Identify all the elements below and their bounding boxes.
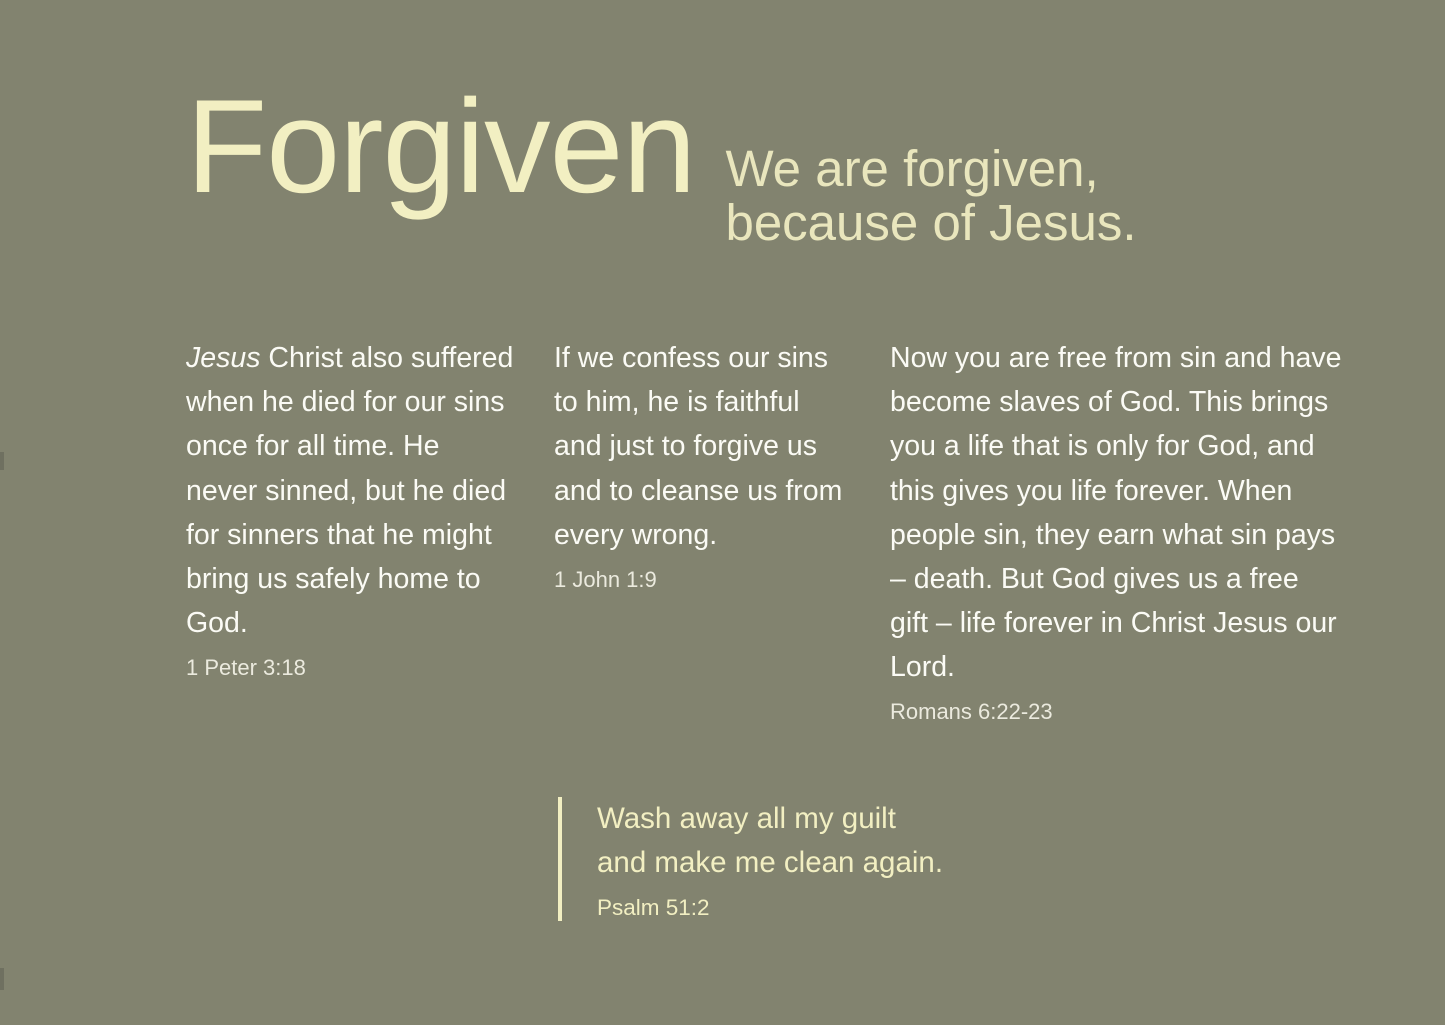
verse-text-1	[186, 336, 514, 645]
verse-reference-1: 1 Peter 3:18	[186, 655, 306, 681]
title-block	[186, 73, 1137, 252]
verse-lead-italic-1: Jesus	[186, 342, 261, 374]
verse-body-3: Now you are free from sin and have become slaves of God. This brings you a life that is only for God, and this gives you life forever. When people sin, they earn what sin pays – death. But God gives us a free gift – life forever in Christ Jesus our Lord.	[890, 342, 1342, 684]
verse-text-3	[890, 336, 1342, 689]
page-subtitle-line-2: because of Jesus.	[725, 194, 1137, 252]
edge-artifact-upper	[0, 452, 4, 470]
pullquote-line-1: Wash away all my guilt	[597, 802, 896, 835]
verse-column-1	[186, 336, 554, 725]
verse-column-2	[554, 336, 890, 725]
pullquote-block	[558, 797, 943, 921]
page-subtitle-line-1: We are forgiven,	[725, 140, 1099, 197]
pullquote-reference: Psalm 51:2	[597, 894, 710, 920]
edge-artifact-lower	[0, 968, 4, 990]
pullquote-line-2: and make me clean again.	[597, 846, 944, 880]
verse-reference-2: 1 John 1:9	[554, 566, 657, 592]
verse-body-1: Christ also suffered when he died for our sins once for all time. He never sinned, but he died for sinners that he might bring us safely home to God.	[186, 342, 514, 640]
page-title: Forgiven	[186, 73, 696, 221]
verse-columns	[186, 336, 1366, 725]
verse-reference-3: Romans 6:22-23	[890, 699, 1053, 725]
verse-text-2	[554, 336, 850, 557]
verse-column-3	[890, 336, 1342, 725]
page-subtitle	[725, 142, 1136, 250]
verse-body-2: If we confess our sins to him, he is faithful and just to forgive us and to cleanse us from every wrong.	[554, 342, 843, 551]
